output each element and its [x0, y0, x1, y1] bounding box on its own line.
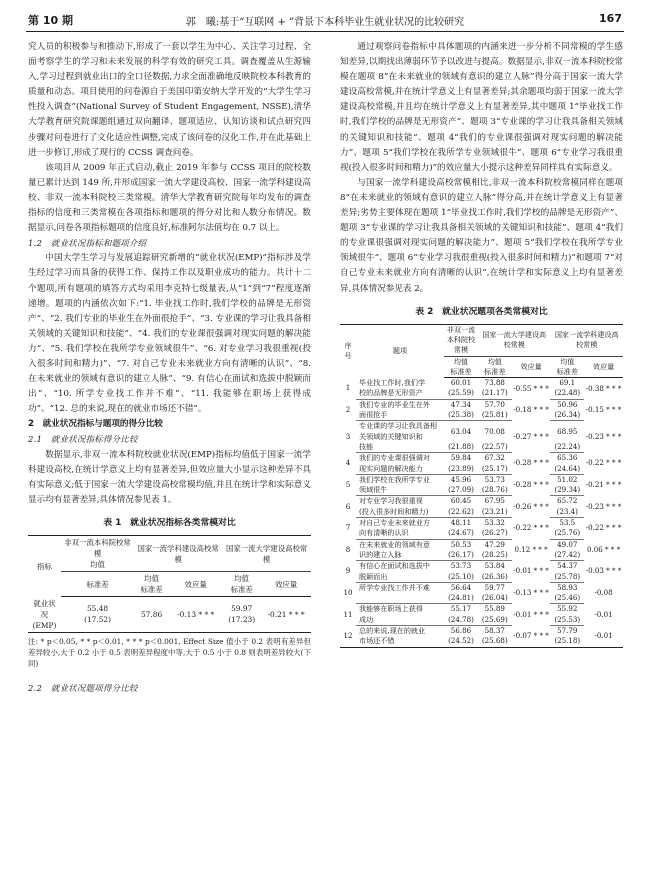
table-1-header-group3: 国家一流大学建设高校常模 [222, 536, 311, 572]
table-cell: -0.27 * * * [513, 431, 549, 441]
table-row-secondary [340, 410, 623, 421]
table-cell: (22.62) [444, 507, 478, 518]
table-cell: 59.84 [450, 453, 472, 463]
table-cell: 专业课的学习让我具备相关领域的关键知识和 [359, 421, 438, 441]
table-row-secondary [340, 442, 623, 453]
table-cell: -0.15 * * * [585, 404, 622, 414]
table-cell: 总的来说,现在的就业 [359, 626, 426, 635]
table-cell: 10 [343, 587, 353, 597]
table-1-header-index: 指标 [37, 561, 52, 571]
table-cell: (22.48) [550, 388, 584, 399]
table-2-header-group2: 国家一流大学建设高校常模 [478, 324, 550, 356]
table-1-header-effect: 效应量 [169, 572, 222, 597]
table-cell: 67.95 [484, 496, 505, 506]
table-cell: -0.01 [594, 609, 613, 619]
table-row [340, 561, 623, 572]
table-cell: (24.67) [444, 528, 478, 539]
table-cell: (23.89) [444, 464, 478, 475]
table-cell: 向有清晰的认识 [356, 528, 444, 539]
table-cell: -0.08 [594, 587, 613, 597]
table-cell: 57.86 [140, 609, 163, 619]
table-cell: 0.06 * * * [586, 544, 621, 554]
table-cell: 63.04 [450, 426, 472, 436]
table-cell: (25.17) [478, 464, 512, 475]
table-cell: -0.23 * * * [585, 431, 622, 441]
left-column [28, 40, 311, 696]
table-cell: 48.11 [450, 518, 472, 528]
table-cell: -0.01 * * * [513, 566, 549, 576]
table-1-header-sd: 标准差 [61, 572, 134, 597]
table-cell: 在未来就业的领域有意 [359, 539, 430, 549]
table-cell: 47.29 [484, 539, 505, 549]
table-cell: 12 [343, 630, 353, 640]
table-2-header-group1: 非双一流本科院校常模 [444, 324, 478, 356]
table-cell: 57.79 [557, 626, 578, 635]
table-cell: -0.38 * * * [585, 383, 622, 393]
table-cell: 73.88 [484, 378, 505, 388]
table-cell: -0.22 * * * [585, 523, 622, 533]
table-row-secondary [340, 528, 623, 539]
table-2-header-no: 序号 [344, 340, 352, 361]
table-cell: (26.34) [550, 410, 584, 421]
table-cell: 所学专业找工作并不难 [359, 582, 430, 592]
table-cell: 45.96 [450, 474, 472, 484]
table-cell: 60.01 [450, 378, 472, 388]
table-cell: 51.02 [557, 474, 578, 484]
table-cell: (26.36) [478, 572, 512, 583]
table-row-secondary [340, 464, 623, 475]
table-2-header-effect: 效应量 [584, 356, 623, 378]
table-cell: (26.27) [478, 528, 512, 539]
table-cell: 53.73 [450, 561, 472, 571]
table-cell: (21.88) [444, 442, 478, 453]
table-cell: 47.34 [450, 399, 472, 409]
table-1-header-group1: 非双一流本科院校常模 均值 [61, 536, 134, 572]
table-row-secondary [340, 485, 623, 496]
table-cell: 有信心在面试和选拔中 [359, 561, 430, 571]
table-cell: (29.34) [550, 485, 584, 496]
table-cell: 我能够在职场上获得 [359, 604, 423, 614]
subsection-heading: 1.2 就业状况指标和题项介绍 [28, 238, 147, 249]
table-row [340, 582, 623, 593]
table-1-header-group2: 国家一流学科建设高校常模 [134, 536, 222, 572]
table-row-secondary [340, 550, 623, 561]
paragraph: 与国家一流学科建设高校常模相比,非双一流本科院校常模同样在题项 8“在未来就业的领域有意识的建立人脉”得分高,并在统计学意义上有显著差异;劣势主要体现在题项 1“毕业找工作时,我们学校的品牌是无形资产”、题项 3“专业课的学习让我具备相关领域的关键知识和技能”、题项 4“我们的专业课很强调对现实问题的解决能力”、题项 5“我们学校在我所学专业领域很牛”、题项 6“专业学习我很重视(投入很多时间和精力)”和题项 7“对自己专业未来就业方向有清晰的认识”,在统计学和实际意义上均有显著差异,具体情况参见表 2。 [340, 177, 623, 294]
table-row [340, 626, 623, 637]
table-2-header-item: 题项 [392, 346, 408, 356]
table-cell: -0.13 * * * [177, 609, 215, 619]
table-1-note: 注: * p＜0.05, * * p＜0.01, * * * p＜0.001, Effect Size 值小于 0.2 表明有差异但差异较小,大于 0.2 小于 0.5 表明差异程度中等,大于 0.5 小于 0.8 则表明差异较大(下同) [28, 636, 311, 668]
table-row [340, 421, 623, 442]
paragraph: 通过观察问卷指标中具体题项的内涵来进一步分析不同常模的学生感知差异,以期找出薄弱环节予以改进与提高。数据显示,非双一流本科院校常模在题项 8“在未来就业的领域有意识的建立人脉”得分高于国家一流大学建设高校常模,并在统计学意义上有显著差异;其余题项均弱于国家一流大学建设高校常模,并且均在统计学意义上有显著差异,其中题项 1“毕业找工作时,我们学校的品牌是无形资产”、题项 3“专业课的学习让我具备相关领域的关键知识和技能”、题项 4“我们的专业课很强调对现实问题的解决能力”、题项 5“我们学校在我所学专业领域很牛”、题项 6“专业学习我很重视(投入很多时间和精力)”的效应量大小提示这种差异同样具有实际意义。 [340, 42, 623, 173]
table-cell: 我们专业的毕业生在外 [359, 399, 430, 409]
table-cell: (26.04) [478, 593, 512, 604]
table-cell: 55.17 [450, 604, 472, 614]
issue-label: 第 10 期 [28, 14, 73, 27]
table-cell: -0.13 * * * [513, 587, 549, 597]
table-cell: 对自己专业未来就业方 [359, 518, 430, 528]
table-row-secondary [340, 615, 623, 626]
table-cell: 59.97 (17.23) [228, 604, 256, 625]
table-cell: 2 [345, 404, 351, 414]
table-2 [340, 324, 623, 648]
table-cell: 53.5 [559, 518, 576, 528]
paragraph: 中国大学生学习与发展追踪研究新增的“就业状况(EMP)”指标涉及学生经过学习而具备的获得工作、保持工作以及职业成功的能力。共计十二个题项,所有题项的填答方式均采用李克特七级量表,从“1”到“7”程度逐渐递增。题项的内涵依次如下:“1. 毕业找工作时,我们学校的品牌是无形资产”、“2. 我们专业的毕业生在外面很抢手”、“3. 专业课的学习让我具备相关领域的关键知识和技能”、“4. 我们的专业课很强调对现实问题的解决能力”、“5. 我们学校在我所学专业领域很牛”、“6. 对专业学习我很重视(投入很多时间和精力)”、“7. 对自己专业未来就业方向有清晰的认识”、“8. 在未来就业的领域有意识的建立人脉”、“9. 有信心在面试和选拔中脱颖而出”、“10. 所学专业找工作并不难”、“11. 我能够在职场上获得成功”、“12. 总的来说,现在的就业市场还不错”。 [28, 253, 311, 415]
table-cell: -0.28 * * * [513, 479, 549, 489]
table-cell: 我们学校在我所学专业 [359, 474, 430, 484]
table-cell: 领域很牛 [356, 485, 444, 496]
table-cell: 67.32 [484, 453, 505, 463]
table-cell: 识的建立人脉 [356, 550, 444, 561]
table-cell: 校的品牌是无形资产 [356, 388, 444, 399]
table-cell: 7 [345, 523, 351, 533]
table-cell: (23.4) [550, 507, 584, 518]
table-cell: (25.76) [550, 528, 584, 539]
table-cell: 我们的专业课很强调对 [359, 453, 430, 463]
table-row [340, 399, 623, 410]
table-1-header-mean: 均值 标准差 [134, 572, 169, 597]
table-cell: -0.07 * * * [513, 630, 549, 640]
table-2-header-mean-sd: 均值 标准差 [478, 356, 512, 378]
table-cell: 57.70 [484, 399, 505, 409]
table-cell: (25.10) [444, 572, 478, 583]
table-row [28, 597, 311, 633]
table-row-secondary [340, 593, 623, 604]
table-cell: 69.1 [559, 378, 576, 388]
table-2-header-group3: 国家一流学科建设高校常模 [550, 324, 623, 356]
table-cell: 50.53 [450, 539, 472, 549]
table-cell: 54.37 [557, 561, 578, 571]
table-row [340, 496, 623, 507]
table-cell: 55.92 [557, 604, 578, 614]
table-cell: 70.08 [484, 426, 505, 436]
table-cell: 55.48 (17.52) [84, 604, 111, 625]
table-cell: (26.17) [444, 550, 478, 561]
running-title: 郭 曦:基于“互联网 + ”背景下本科毕业生就业状况的比较研究 [185, 17, 465, 28]
table-cell: 成功 [356, 615, 444, 626]
table-cell: 0.12 * * * [514, 544, 548, 554]
table-cell: 5 [345, 479, 351, 489]
table-row [340, 604, 623, 615]
table-cell: -0.18 * * * [513, 404, 549, 414]
table-2-caption: 表 2 就业状况题项各类常模对比 [415, 306, 548, 317]
table-cell: (24.81) [444, 593, 478, 604]
table-cell: (25.78) [550, 572, 584, 583]
right-column [340, 40, 623, 648]
table-cell: 53.32 [484, 518, 505, 528]
table-row-secondary [340, 572, 623, 583]
paragraph: 究人员的积极参与和推动下,形成了一套以学生为中心、关注学习过程、全面考察学生的学习和未来发展的科学有效的研究工具。调查覆盖从生源输入,学习过程到就业出口的全口径数据,力求全面准确地反映院校本科教育的质量和动态。项目使用的问卷源自于美国印第安纳大学开发的“大学生学习性投入调查”(National Survey of Student Engagement, NSSE),清华大学教育研究院课题组通过双向翻译、题项适应、认知访谈和试点研究四步骤对问卷进行了文化适应性调整,完成了该问卷的汉化工作,并在此基础上进一步修订,形成了现行的 CCSS 调查问卷。 [28, 42, 311, 158]
table-cell: 市场还不错 [359, 636, 395, 646]
table-cell: -0.26 * * * [513, 501, 549, 511]
table-cell: 68.95 [557, 426, 578, 436]
table-cell: 8 [345, 544, 351, 554]
table-cell: (23.21) [478, 507, 512, 518]
table-cell: -0.28 * * * [513, 458, 549, 468]
table-row-secondary [340, 507, 623, 518]
table-cell [356, 593, 444, 604]
table-cell: 60.45 [450, 496, 472, 506]
table-cell: (27.42) [550, 550, 584, 561]
table-1-caption: 表 1 就业状况指标各类常模对比 [103, 517, 236, 528]
table-cell: -0.22 * * * [585, 458, 622, 468]
table-cell: 3 [345, 431, 351, 441]
subsection-heading: 2.1 就业状况指标得分比较 [28, 434, 138, 445]
table-cell: -0.01 [594, 630, 613, 640]
table-1-header-effect: 效应量 [261, 572, 311, 597]
table-cell: 9 [345, 566, 351, 576]
table-cell: 技能 [356, 442, 444, 453]
table-cell: (25.46) [550, 593, 584, 604]
page-number: 167 [599, 12, 622, 25]
table-cell: (投入很多时间和精力) [356, 507, 444, 518]
table-cell: 56.64 [450, 582, 472, 592]
table-cell: (25.59) [444, 388, 478, 399]
table-1 [28, 535, 311, 633]
table-cell: 面很抢手 [356, 410, 444, 421]
table-cell: 53.73 [484, 474, 505, 484]
table-1-header-mean: 均值 标准差 [222, 572, 261, 597]
table-cell: -0.03 * * * [585, 566, 622, 576]
page-header [0, 0, 650, 36]
table-row [340, 453, 623, 464]
header-rule [26, 31, 624, 32]
table-cell: -0.01 * * * [513, 609, 549, 619]
table-cell: 53.84 [484, 561, 505, 571]
table-cell: (21.17) [478, 388, 512, 399]
table-cell: 59.77 [484, 582, 505, 592]
table-cell: 11 [343, 609, 353, 619]
table-cell: -0.21 * * * [267, 609, 305, 619]
table-2-header-mean-sd: 均值 标准差 [550, 356, 584, 378]
table-cell: 49.07 [557, 539, 578, 549]
table-cell: 1 [345, 383, 351, 393]
table-cell: 55.89 [484, 604, 505, 614]
table-cell: 65.72 [557, 496, 578, 506]
table-cell: (24.64) [550, 464, 584, 475]
table-cell: 58.37 [484, 626, 505, 635]
table-cell: (27.09) [444, 485, 478, 496]
table-cell: (28.76) [478, 485, 512, 496]
table-cell: 现实问题的解决能力 [356, 464, 444, 475]
table-cell: 毕业找工作时,我们学 [359, 377, 426, 387]
table-cell: 65.36 [557, 453, 578, 463]
table-cell: 就业状况 (EMP) [32, 598, 57, 630]
table-row [340, 378, 623, 389]
paragraph: 数据显示,非双一流本科院校就业状况(EMP)指标均值低于国家一流学科建设高校,在统计学意义上均有显著差异,但效应量大小显示这种差异不具有实际意义;低于国家一流大学建设高校常模均值,并且在统计学和实际意义显示均有显著差异,具体情况参见表 1。 [28, 449, 311, 505]
subsection-heading: 2.2 就业状况题项得分比较 [28, 682, 138, 693]
table-cell: (22.24) [550, 442, 584, 453]
table-cell: (24.52) [448, 636, 474, 646]
table-cell: (25.69) [478, 615, 512, 626]
table-cell: 56.86 [450, 626, 472, 635]
table-row-secondary [340, 388, 623, 399]
table-2-header-mean-sd: 均值 标准差 [444, 356, 478, 378]
table-cell: (25.18) [554, 636, 581, 646]
table-cell: 脱颖而出 [356, 572, 444, 583]
section-heading: 2 就业状况指标与题项的得分比较 [28, 419, 163, 430]
table-cell: (28.25) [478, 550, 512, 561]
table-row-secondary [340, 636, 623, 647]
table-cell: -0.55 * * * [513, 383, 549, 393]
table-cell: -0.23 * * * [585, 501, 622, 511]
table-cell: (25.68) [481, 636, 508, 646]
table-cell: (25.81) [478, 410, 512, 421]
paragraph: 该项目从 2009 年正式启动,截止 2019 年参与 CCSS 项目的院校数量已累计达到 149 所,并形成国家一流大学建设高校、国家一流学科建设高校、非双一流本科院校三类常模。清华大学教育研究院每年均发布的调查指标的信度和三类常模在各项指标和题项的得分对比和人数分布情况。数据显示,问卷各项指标题项的信度良好,标准阿尔法值均在 0.7 以上。 [28, 162, 311, 234]
table-cell: (24.78) [444, 615, 478, 626]
table-cell: -0.22 * * * [513, 523, 549, 533]
table-cell: 4 [345, 458, 351, 468]
table-cell: 50.96 [557, 399, 578, 409]
table-cell: (25.38) [444, 410, 478, 421]
table-cell: 对专业学习我很重视 [359, 496, 423, 506]
table-cell: 58.93 [557, 582, 578, 592]
table-cell: 6 [345, 501, 351, 511]
table-row [340, 474, 623, 485]
table-cell: (22.57) [478, 442, 512, 453]
table-2-header-effect: 效应量 [512, 356, 551, 378]
table-cell: -0.21 * * * [585, 479, 622, 489]
table-cell: (25.53) [550, 615, 584, 626]
table-row [340, 539, 623, 550]
table-row [340, 518, 623, 529]
